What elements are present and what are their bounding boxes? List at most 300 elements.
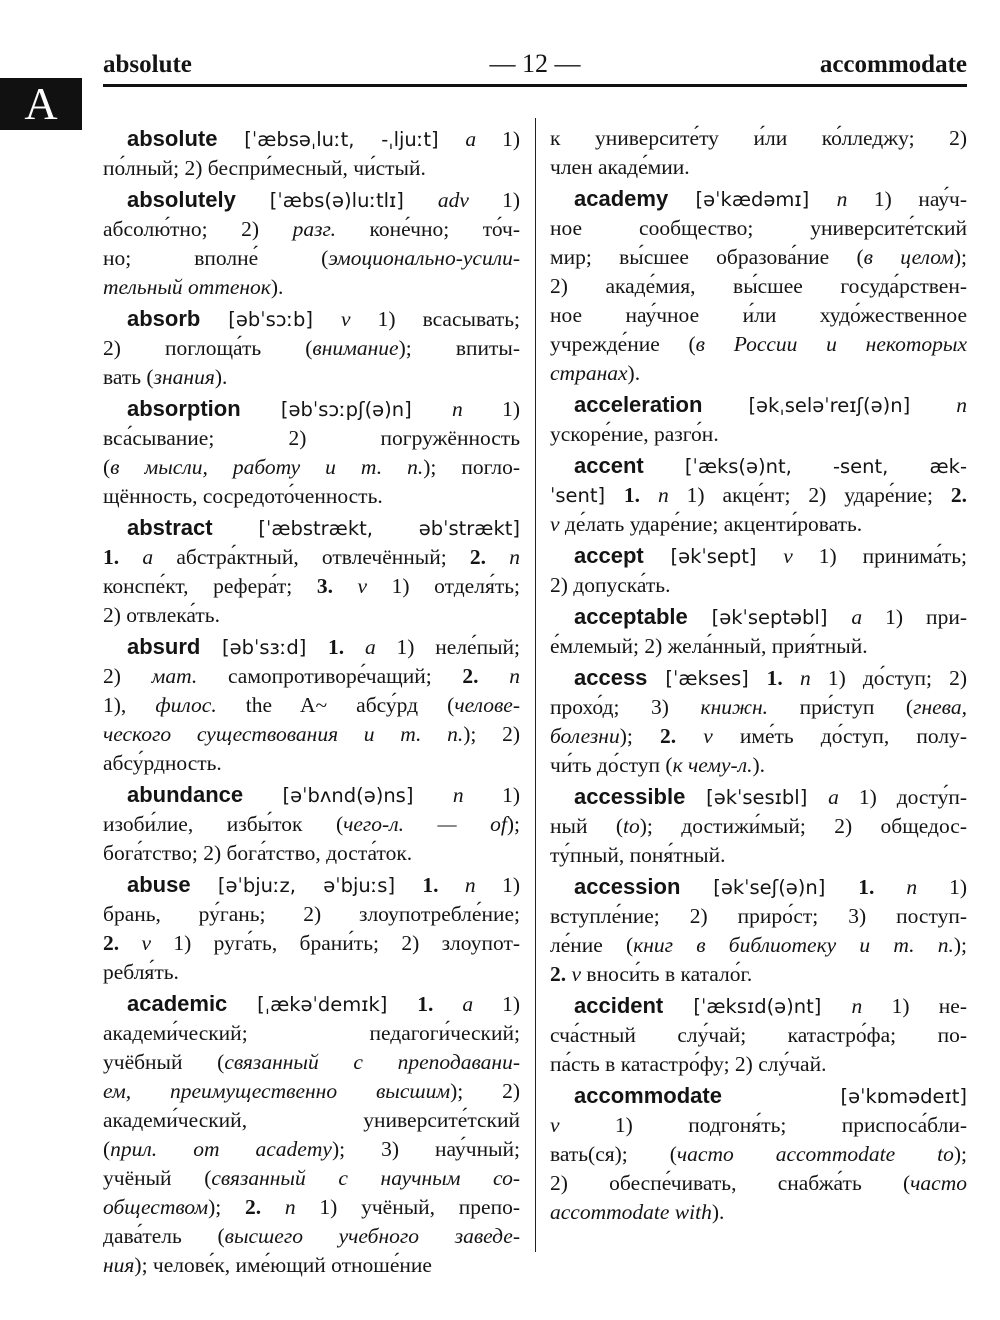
entry-line bbox=[103, 632, 520, 662]
italic-label: n bbox=[509, 545, 521, 569]
entry-line bbox=[550, 632, 967, 661]
entry-line bbox=[103, 810, 520, 839]
definition-text: ); достижи́мый; 2) общедос- bbox=[639, 814, 967, 838]
entry-line bbox=[103, 124, 520, 154]
entry-line bbox=[550, 390, 967, 420]
italic-label: часто bbox=[910, 1171, 967, 1195]
headword: accessible bbox=[574, 784, 686, 809]
transcription: [əkˌseləˈreɪʃ(ə)n] bbox=[702, 394, 957, 417]
definition-text: щённость, сосредото́ченность. bbox=[103, 484, 383, 508]
italic-label: n bbox=[851, 994, 863, 1018]
italic-label: n bbox=[452, 783, 464, 807]
entry-line bbox=[550, 991, 967, 1021]
dictionary-entry bbox=[550, 663, 967, 780]
definition-text: 1) при- bbox=[862, 605, 967, 629]
italic-label: странах bbox=[550, 361, 628, 385]
sense-number: 2. bbox=[659, 724, 704, 748]
italic-label: v bbox=[550, 1113, 560, 1137]
dictionary-entry bbox=[103, 513, 520, 630]
right-column bbox=[550, 124, 967, 1229]
dictionary-entry bbox=[550, 451, 967, 539]
italic-label: n bbox=[509, 664, 520, 688]
italic-label: чего-л. — of bbox=[343, 812, 507, 836]
entry-line bbox=[103, 780, 520, 810]
headword: absurd bbox=[127, 634, 201, 659]
entry-line bbox=[550, 1111, 967, 1140]
transcription: [əkˈsept] bbox=[643, 545, 784, 568]
dictionary-entry bbox=[103, 394, 520, 511]
running-head bbox=[103, 44, 967, 87]
dictionary-entry bbox=[103, 989, 520, 1280]
dictionary-entry bbox=[103, 632, 520, 778]
transcription: [ˈæksɪd(ə)nt] bbox=[663, 995, 852, 1018]
entry-line bbox=[550, 693, 967, 722]
definition-text: е́млемый; 2) жела́нный, прия́тный. bbox=[550, 634, 868, 658]
dictionary-entry bbox=[550, 390, 967, 449]
entry-line bbox=[550, 931, 967, 960]
definition-text: академи́ческий, университе́тский bbox=[103, 1108, 520, 1132]
dictionary-entry bbox=[103, 780, 520, 868]
sense-number: 2. bbox=[462, 664, 510, 688]
entry-line bbox=[103, 215, 520, 244]
headword: acceptable bbox=[574, 604, 688, 629]
italic-label: v bbox=[340, 307, 351, 331]
definition-text: ); погло- bbox=[423, 455, 520, 479]
definition-text: ); bbox=[208, 1195, 245, 1219]
dictionary-entry bbox=[103, 304, 520, 392]
entry-line bbox=[103, 244, 520, 273]
definition-text: ). bbox=[711, 1200, 725, 1224]
definition-text: ). bbox=[627, 361, 641, 385]
italic-label: accommodate with bbox=[550, 1200, 712, 1224]
entry-line bbox=[550, 301, 967, 330]
entry-line bbox=[103, 273, 520, 302]
definition-text: ); bbox=[506, 812, 520, 836]
italic-label: a bbox=[142, 545, 154, 569]
italic-label: adv bbox=[437, 188, 469, 212]
sense-number: 1. bbox=[328, 635, 365, 659]
transcription: [əˈkɒmədeɪt] bbox=[721, 1085, 967, 1108]
definition-text: 2) обеспе́чивать, снабжа́ть ( bbox=[550, 1171, 911, 1195]
headword: absolute bbox=[127, 126, 218, 151]
entry-line bbox=[550, 1169, 967, 1198]
italic-label: v bbox=[703, 724, 713, 748]
definition-text: ); bbox=[619, 724, 660, 748]
column-divider bbox=[535, 118, 536, 1252]
definition-text: ное нау́чное и́ли худо́жественное bbox=[550, 303, 967, 327]
definition-text: 2) отвлека́ть. bbox=[103, 603, 220, 627]
definition-text: 1) руга́ть, брани́ть; 2) злоупот- bbox=[151, 931, 520, 955]
sense-number: 1. bbox=[858, 875, 907, 899]
transcription: [əbˈsɔːpʃ(ə)n] bbox=[240, 398, 452, 421]
entry-line bbox=[550, 722, 967, 751]
letter-thumb-tab: A bbox=[0, 78, 82, 130]
entry-line bbox=[103, 424, 520, 453]
transcription: [ˈækses] bbox=[647, 667, 767, 690]
dictionary-entry bbox=[550, 184, 967, 388]
definition-text: учёный ( bbox=[103, 1166, 212, 1190]
definition-text: 1), bbox=[103, 693, 156, 717]
definition-text: по́лный; 2) беспри́месный, чи́стый. bbox=[103, 156, 426, 180]
definition-text: абсу́рдность. bbox=[103, 751, 222, 775]
definition-text: изоби́лие, избы́ток ( bbox=[103, 812, 344, 836]
definition-text: ное сообщество; университе́тский bbox=[550, 216, 967, 240]
entry-line bbox=[550, 184, 967, 214]
headword: absolutely bbox=[127, 187, 236, 212]
italic-label: a bbox=[851, 605, 863, 629]
headword: access bbox=[574, 665, 648, 690]
sense-number: 1. bbox=[766, 666, 800, 690]
definition-text: вать(ся); ( bbox=[550, 1142, 677, 1166]
definition-text: ); челове́к, име́ющий отноше́ние bbox=[134, 1253, 432, 1277]
definition-text: 1) bbox=[468, 188, 520, 212]
italic-label: высшего учебного заведе- bbox=[224, 1224, 521, 1248]
definition-text: брань, ру́гань; 2) злоупотребле́ние; bbox=[103, 902, 520, 926]
entry-line bbox=[103, 1222, 520, 1251]
italic-label: n bbox=[956, 393, 967, 417]
definition-text: вступле́ние; 2) приро́ст; 3) поступ- bbox=[550, 904, 967, 928]
definition-text: 1) bbox=[462, 397, 520, 421]
entry-line bbox=[103, 720, 520, 749]
definition-text: учрежде́ние ( bbox=[550, 332, 696, 356]
entry-line bbox=[550, 663, 967, 693]
definition-text: 1) до́ступ; 2) bbox=[810, 666, 968, 690]
italic-label: a bbox=[828, 785, 839, 809]
italic-label: к чему-л. bbox=[672, 753, 753, 777]
italic-label: знания bbox=[153, 365, 215, 389]
definition-text: 2) допуска́ть. bbox=[550, 573, 671, 597]
entry-line bbox=[550, 272, 967, 301]
italic-label: тельный оттенок bbox=[103, 275, 271, 299]
entry-line bbox=[550, 451, 967, 481]
entry-line bbox=[550, 782, 967, 812]
entry-line bbox=[103, 839, 520, 868]
entry-line bbox=[103, 1164, 520, 1193]
entry-line bbox=[103, 601, 520, 630]
definition-text: учёбный ( bbox=[103, 1050, 225, 1074]
entry-line bbox=[103, 543, 520, 572]
italic-label: v bbox=[571, 962, 582, 986]
italic-label: связанный с преподавани- bbox=[224, 1050, 520, 1074]
sense-number: 1. bbox=[623, 483, 658, 507]
headword: accession bbox=[574, 874, 681, 899]
entry-line bbox=[103, 870, 520, 900]
entry-line bbox=[103, 482, 520, 511]
definition-text: 1) всасывать; bbox=[350, 307, 520, 331]
headword: accommodate bbox=[574, 1083, 722, 1108]
italic-label: v bbox=[357, 574, 368, 598]
definition-text: ); bbox=[953, 245, 968, 269]
entry-line bbox=[550, 214, 967, 243]
entry-line bbox=[550, 751, 967, 780]
italic-label: мат. bbox=[151, 664, 198, 688]
transcription: [ˌækəˈdemɪk] bbox=[227, 993, 418, 1016]
definition-text: 1) отделя́ть; bbox=[367, 574, 521, 598]
guide-word-last: accommodate bbox=[819, 51, 967, 78]
headword: accept bbox=[574, 543, 644, 568]
definition-text: 1) неле́пый; bbox=[375, 635, 521, 659]
definition-text: мир; вы́сшее образова́ние ( bbox=[550, 245, 864, 269]
definition-text: ( bbox=[103, 1137, 111, 1161]
definition-text: 1) bbox=[473, 992, 520, 1016]
entry-line bbox=[103, 513, 520, 543]
italic-label: эмоционально-усили- bbox=[328, 246, 520, 270]
entry-line bbox=[103, 929, 520, 958]
headword: abuse bbox=[127, 872, 191, 897]
italic-label: связанный с научным со- bbox=[211, 1166, 520, 1190]
entry-line bbox=[550, 1021, 967, 1050]
definition-text: 1) bbox=[463, 783, 520, 807]
entry-line bbox=[550, 1198, 967, 1227]
italic-label: ческого существования и т. п. bbox=[103, 722, 464, 746]
entry-line bbox=[103, 394, 520, 424]
definition-text: сча́стный слу́чай; катастро́фа; по- bbox=[550, 1023, 967, 1047]
entry-line bbox=[103, 749, 520, 778]
italic-label: часто accommodate to bbox=[676, 1142, 954, 1166]
definition-text: ); впиты- bbox=[398, 336, 520, 360]
entry-line bbox=[103, 154, 520, 183]
definition-text: ( bbox=[103, 455, 111, 479]
definition-text: 2) акаде́мия, вы́сшее госуда́рствен- bbox=[550, 274, 967, 298]
italic-label: n bbox=[451, 397, 463, 421]
definition-text: ); 3) нау́чный; bbox=[331, 1137, 521, 1161]
definition-text: ). bbox=[270, 275, 284, 299]
italic-label: в целом bbox=[863, 245, 954, 269]
dictionary-entry bbox=[103, 185, 520, 302]
definition-text: вноси́ть в катало́г. bbox=[581, 962, 753, 986]
entry-line bbox=[550, 243, 967, 272]
page-number: — 12 — bbox=[489, 49, 581, 78]
italic-label: филос. bbox=[155, 693, 217, 717]
entry-line bbox=[103, 334, 520, 363]
definition-text: прохо́д; 3) bbox=[550, 695, 701, 719]
entry-line bbox=[550, 541, 967, 571]
italic-label: a bbox=[465, 127, 477, 151]
transcription: [əkˈseptəbl] bbox=[687, 606, 852, 629]
italic-label: ем, преимущественно высшим bbox=[103, 1079, 451, 1103]
italic-label: a bbox=[364, 635, 376, 659]
transcription: [ˈæbs(ə)luːtlɪ] bbox=[235, 189, 438, 212]
italic-label: в России и некоторых bbox=[695, 332, 967, 356]
definition-text: ле́ние ( bbox=[550, 933, 634, 957]
entry-line bbox=[103, 363, 520, 392]
entry-line bbox=[103, 662, 520, 691]
entry-line bbox=[103, 958, 520, 987]
entry-line bbox=[103, 572, 520, 601]
entry-line bbox=[103, 1135, 520, 1164]
transcription: [əˈbʌnd(ə)ns] bbox=[243, 784, 453, 807]
definition-text: при́ступ ( bbox=[768, 695, 914, 719]
italic-label: прил. от academy bbox=[110, 1137, 332, 1161]
definition-text: ный ( bbox=[550, 814, 624, 838]
definition-text: но; вполне́ ( bbox=[103, 246, 329, 270]
definition-text: ); bbox=[953, 933, 967, 957]
entry-line bbox=[550, 902, 967, 931]
headword: accident bbox=[574, 993, 664, 1018]
entry-line bbox=[103, 1193, 520, 1222]
definition-text: 1) учёный, препо- bbox=[295, 1195, 521, 1219]
entry-line bbox=[550, 153, 967, 182]
italic-label: n bbox=[464, 873, 476, 897]
italic-label: a bbox=[462, 992, 474, 1016]
definition-text: чи́ть до́ступ ( bbox=[550, 753, 673, 777]
sense-number: 1. bbox=[417, 992, 463, 1016]
italic-label: болезни bbox=[550, 724, 620, 748]
entry-line bbox=[550, 841, 967, 870]
italic-label: разг. bbox=[292, 217, 336, 241]
definition-text: 1) нау́ч- bbox=[847, 187, 967, 211]
definition-text: 2) bbox=[103, 664, 152, 688]
definition-text: 1) принима́ть; bbox=[792, 544, 967, 568]
entry-line bbox=[103, 1106, 520, 1135]
entry-line bbox=[103, 1048, 520, 1077]
transcription: [ˈæbstrækt, əbˈstrækt] bbox=[212, 517, 520, 540]
entry-line bbox=[550, 510, 967, 539]
transcription: [əˈkædəmɪ] bbox=[668, 188, 837, 211]
definition-text: ); 2) bbox=[450, 1079, 520, 1103]
entry-line bbox=[550, 872, 967, 902]
transcription: [əˈbjuːz, əˈbjuːs] bbox=[190, 874, 423, 897]
italic-label: n bbox=[799, 666, 811, 690]
italic-label: n bbox=[906, 875, 918, 899]
entry-line bbox=[550, 1140, 967, 1169]
italic-label: обществом bbox=[103, 1195, 209, 1219]
definition-text: име́ть до́ступ, полу- bbox=[712, 724, 968, 748]
transcription: [ˈæbsəˌluːt, -ˌljuːt] bbox=[217, 128, 466, 151]
headword: acceleration bbox=[574, 392, 703, 417]
italic-label: n bbox=[657, 483, 669, 507]
entry-line bbox=[550, 481, 967, 510]
definition-text: академи́ческий; педагоги́ческий; bbox=[103, 1021, 520, 1045]
definition-text: the A~ абсу́рд ( bbox=[216, 693, 455, 717]
definition-text: конспе́кт, рефера́т; bbox=[103, 574, 317, 598]
definition-text: член акаде́мии. bbox=[550, 155, 690, 179]
headword: abstract bbox=[127, 515, 213, 540]
definition-text: бога́тство; 2) бога́тство, доста́ток. bbox=[103, 841, 413, 865]
transcription: [ˈæks(ə)nt, -sent, æk- bbox=[643, 455, 967, 478]
definition-text: 1) bbox=[476, 127, 520, 151]
entry-line bbox=[103, 1019, 520, 1048]
italic-label: ния bbox=[103, 1253, 135, 1277]
entry-line bbox=[550, 1050, 967, 1079]
definition-text: па́сть в катастро́фу; 2) слу́чай. bbox=[550, 1052, 827, 1076]
sense-number: 1. bbox=[422, 873, 465, 897]
definition-text: самопротиворе́чащий; bbox=[197, 664, 463, 688]
definition-text: 1) подгоня́ть; приспоса́бли- bbox=[559, 1113, 967, 1137]
headword: abundance bbox=[127, 782, 244, 807]
italic-label: n bbox=[836, 187, 848, 211]
sense-number: 2. bbox=[550, 962, 572, 986]
entry-line bbox=[103, 185, 520, 215]
guide-word-first: absolute bbox=[103, 51, 192, 78]
definition-text: вать ( bbox=[103, 365, 154, 389]
transcription: [əbˈsɜːd] bbox=[200, 636, 329, 659]
definition-text: ). bbox=[214, 365, 228, 389]
entry-line bbox=[103, 989, 520, 1019]
headword: absorb bbox=[127, 306, 201, 331]
italic-label: в мысли, работу и т. п. bbox=[110, 455, 424, 479]
entry-line bbox=[550, 1081, 967, 1111]
entry-line bbox=[550, 571, 967, 600]
dictionary-entry bbox=[550, 124, 967, 182]
dictionary-entry bbox=[550, 1081, 967, 1227]
headword: accent bbox=[574, 453, 644, 478]
dictionary-entry bbox=[550, 602, 967, 661]
definition-text: ту́пный, поня́тный. bbox=[550, 843, 726, 867]
sense-number: 2. bbox=[103, 931, 142, 955]
dictionary-entry bbox=[103, 870, 520, 987]
left-column bbox=[103, 124, 520, 1282]
entry-line bbox=[550, 812, 967, 841]
italic-label: внимание bbox=[312, 336, 399, 360]
definition-text: де́лать ударе́ние; акценти́ровать. bbox=[559, 512, 863, 536]
dictionary-entry bbox=[550, 782, 967, 870]
definition-text: абсолю́тно; 2) bbox=[103, 217, 293, 241]
definition-text: 2) поглоща́ть ( bbox=[103, 336, 313, 360]
italic-label: n bbox=[284, 1195, 296, 1219]
italic-label: книг в библиотеку и т. п. bbox=[633, 933, 954, 957]
transcription: [əkˈseʃ(ə)n] bbox=[680, 876, 859, 899]
entry-line bbox=[550, 420, 967, 449]
definition-text: абстра́ктный, отвлечённый; bbox=[153, 545, 470, 569]
definition-text: 1) bbox=[475, 873, 520, 897]
definition-text: 1) акце́нт; 2) ударе́ние; bbox=[668, 483, 951, 507]
definition-text: 1) не- bbox=[862, 994, 967, 1018]
entry-line bbox=[103, 304, 520, 334]
sense-number: 3. bbox=[316, 574, 358, 598]
dictionary-entry bbox=[550, 872, 967, 989]
definition-text: ); bbox=[953, 1142, 967, 1166]
definition-text: ); 2) bbox=[463, 722, 521, 746]
sense-number: 2. bbox=[469, 545, 510, 569]
definition-text: 1) досту́п- bbox=[838, 785, 967, 809]
italic-label: v bbox=[783, 544, 793, 568]
definition-text: к университе́ту и́ли ко́лледжу; 2) bbox=[550, 126, 967, 150]
definition-text: 1) bbox=[917, 875, 967, 899]
entry-line bbox=[103, 1251, 520, 1280]
entry-line bbox=[103, 453, 520, 482]
definition-text: ). bbox=[752, 753, 765, 777]
sense-number: 2. bbox=[244, 1195, 285, 1219]
italic-label: v bbox=[141, 931, 152, 955]
entry-line bbox=[103, 900, 520, 929]
entry-line bbox=[550, 602, 967, 632]
italic-label: челове- bbox=[454, 693, 520, 717]
transcription: [əkˈsesɪbl] bbox=[685, 786, 829, 809]
headword: academic bbox=[127, 991, 228, 1016]
italic-label: гнева, bbox=[913, 695, 967, 719]
italic-label: to bbox=[623, 814, 640, 838]
transcription: ˈsent] bbox=[550, 484, 624, 507]
entry-line bbox=[550, 124, 967, 153]
headword: academy bbox=[574, 186, 669, 211]
definition-text: ребля́ть. bbox=[103, 960, 179, 984]
headword: absorption bbox=[127, 396, 241, 421]
definition-text: дава́тель ( bbox=[103, 1224, 225, 1248]
sense-number: 1. bbox=[103, 545, 143, 569]
italic-label: книжн. bbox=[700, 695, 769, 719]
dictionary-entry bbox=[103, 124, 520, 183]
italic-label: v bbox=[550, 512, 560, 536]
dictionary-entry bbox=[550, 991, 967, 1079]
entry-line bbox=[103, 1077, 520, 1106]
entry-line bbox=[550, 330, 967, 359]
definition-text: ускоре́ние, разго́н. bbox=[550, 422, 719, 446]
transcription: [əbˈsɔːb] bbox=[200, 308, 341, 331]
sense-number: 2. bbox=[950, 483, 968, 507]
definition-text: коне́чно; то́ч- bbox=[335, 217, 520, 241]
entry-line bbox=[550, 359, 967, 388]
